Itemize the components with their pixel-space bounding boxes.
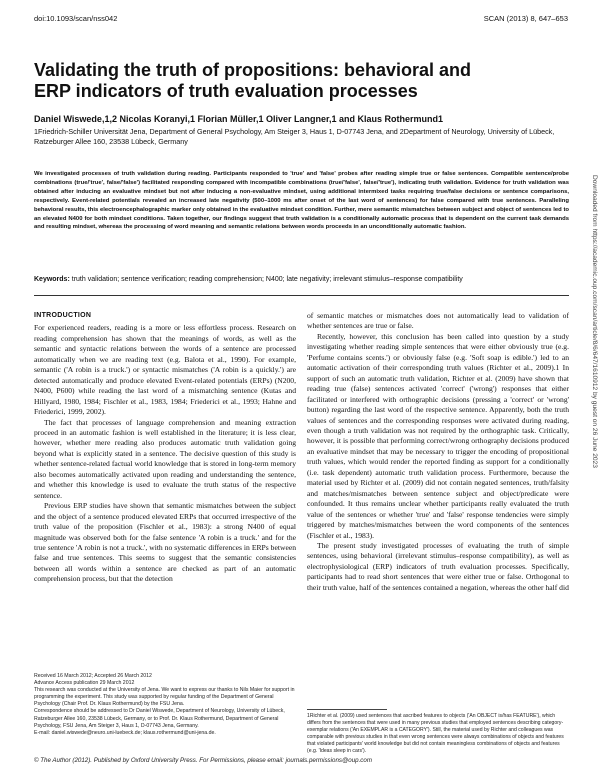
- correspondence: Correspondence should be addressed to Dr Daniel Wiswede, Department of Neurology, University of Lübeck, Ratzeburger Allee 160, 23538 Lübeck, Germany, or to Prof. Dr. Klaus Rothermund, Department of General Psychology, FSU Jena, Am Steiger 3, Haus 1, D-07743 Jena, Germany.: [34, 708, 285, 729]
- keywords-label: Keywords:: [34, 276, 70, 283]
- acknowledgement: This research was conducted at the University of Jena. We want to express our thanks to Nils Maier for support in programming the experiment. This study was supported by regular funding of the Department of General Psychology (Chair Prof. Dr. Klaus Rothermund) by the FSU Jena.: [34, 687, 295, 708]
- section-heading-introduction: INTRODUCTION: [34, 312, 92, 319]
- paragraph: Recently, however, this conclusion has been called into question by a study investigating whether reading simple sentences that were either obviously true (e.g. 'Perfume contains scents.') or obviously false (e.g. 'Soft soap is edible.') led to an automatic activation of their corresponding truth values (Richter et al., 2009).1 In support of such an automatic truth validation, Richter et al. (2009) have shown that reading true (false) sentences activated 'correct' ('wrong') responses that either facilitated or interfered with orthographic decisions (pressing a 'correct' or 'wrong' button) regarding the last word of the respective sentence. Apparently, both the truth values of sentences and the corresponding responses were activated during reading, even though a truth validation was not required by the orthographic task. Critically, however, it is possible that performing correct/wrong orthography decisions produced an evaluative mindset that may be necessary to trigger the encoding of propositional truth values, which would render the reported finding as support for a conditionally (i.e. task dependent) automatic truth validation process. Furthermore, because the material used by Richter et al. (2009) did not contain negated sentences, truth/falsity and matches/mismatches between sentence subject and object/predicate were confounded. It thus remains unclear whether participants really evaluated the truth value of the sentences or whether 'true' and 'false' response tendencies were simply triggered by matches/mismatches between the word components of the sentences (Fischler et al., 1983).: [307, 331, 569, 540]
- download-watermark-text: Downloaded from https://academic.oup.com/scan/article/8/6/647/1610912 by guest on 26 June 2023: [591, 175, 598, 468]
- paragraph: The fact that processes of language comprehension and meaning extraction proceed in an automatic fashion is well established in the literature; it is less clear, however, whether mere reading also produces automatic truth validation going beyond what is explicitly stated in a sentence. The decisive question of this study is whether sentence-related factual world knowledge that is stored in long-term memory also becomes automatically activated upon reading and understanding the sentence, and whether this knowledge is used to evaluate the truth status of the respective sentence.: [34, 417, 296, 500]
- keywords: [34, 276, 574, 283]
- paragraph: For experienced readers, reading is a more or less effortless process. Research on reading comprehension has shown that the meanings of words, as well as the semantic and syntactic relations between the words of a sentence are processed automatically when we are reading text (e.g. Balota et al., 1990). For example, semantic ('A robin is a truck.') or syntactic mismatches ('A robin is a quickly.') are detected automatically and produce elevated Event-related potentials (ERPs) (N200, N400, P600) while reading the last word of a mismatching sentence (Kutas and Hillyard, 1980, 1984; Fischler et al., 1983, 1984; Friederici et al., 1993; Hahne and Friederici, 1999, 2002).: [34, 323, 296, 417]
- author-list: Daniel Wiswede,1,2 Nicolas Koranyi,1 Florian Müller,1 Oliver Langner,1 and Klaus Rothermund1: [34, 114, 444, 124]
- paragraph: Previous ERP studies have shown that semantic mismatches between the subject and the object of a sentence produced elevated ERPs that occurred irrespective of the truth value of the proposition (Fischler et al., 1983): a strong N400 of equal magnitude was observed both for the false sentence 'A robin is a truck.' and for the true sentence 'A robin is not a truck.', with no systematic differences in ERPs between false and true sentences. This seems to suggest that the semantic consistencies between all words within a sentence are checked as part of an automatic comprehension process, but that the detection: [34, 501, 296, 584]
- right-column: [307, 311, 569, 593]
- paper-title: Validating the truth of propositions: behavioral and ERP indicators of truth evaluation processes: [34, 60, 472, 101]
- doi-text: doi:10.1093/scan/nss042: [34, 14, 118, 23]
- footnote-divider: [307, 709, 387, 710]
- paragraph: of semantic matches or mismatches does not automatically lead to validation of whether sentences are true or false.: [307, 311, 569, 331]
- download-watermark: [590, 175, 600, 695]
- copyright-notice: © The Author (2012). Published by Oxford University Press. For Permissions, please email: journals.permissions@oup.com: [34, 757, 372, 764]
- left-column: [34, 311, 296, 585]
- paragraph: The present study investigated processes of evaluating the truth of simple sentences, using behavioral (irrelevant stimulus–response compatibility), as well as electrophysiological (ERP) indicators of truth evaluation processes. Specifically, participants had to read short sentences that were either true or false. Orthogonal to their truth value, half of the sentences contained a negation, whereas the other half did: [307, 540, 569, 592]
- contact-email: E-mail: daniel.wiswede@neuro.uni-luebeck.de; klaus.rothermund@uni-jena.de.: [34, 729, 216, 736]
- section-divider: [34, 295, 569, 296]
- article-notes: [34, 673, 296, 737]
- abstract: We investigated processes of truth validation during reading. Participants responded to 'true' and 'false' probes after reading simple true or false sentences. Compatible sentence/probe combinations (true/'true', false/'false') facilitated responding compared with incompatible combinations (true/'false', false/'true'), indicating truth validation. Evidence for truth validation was obtained after inducing an evaluative mindset but not after inducing a non-evaluative mindset, using additional intermixed tasks requiring true/false decisions or sentence comparisons, respectively. Event-related potentials revealed an increased late negativity (500–1000 ms after onset of the last word of sentences) for false compared with true sentences. Paralleling behavioral results, this electroencephalographic marker only obtained in the evaluative mindset condition. Further, mere semantic mismatches between subject and object of sentences led to an elevated N400 for both mindset conditions. Taken together, our findings suggest that truth validation is a conditionally automatic process that is dependent on the current task demands and resulting mindset, whereas the processing of word meaning and semantic relations between words proceeds in an unconditionally automatic fashion.: [34, 171, 569, 231]
- advance-access-date: Advance Access publication 29 March 2012: [34, 680, 135, 687]
- journal-citation: SCAN (2013) 8, 647–653: [483, 14, 568, 23]
- affiliations: 1Friedrich-Schiller Universität Jena, Department of General Psychology, Am Steiger 3, Haus 1, D-07743 Jena, and 2Department of Neurology, University of Lübeck, Ratzeburger Allee 160, 23538 Lübeck, Germany: [34, 127, 555, 146]
- keywords-text: truth validation; sentence verification; reading comprehension; N400; late negativity; irrelevant stimulus–response compatibility: [71, 276, 463, 283]
- received-date: Received 16 March 2012; Accepted 26 March 2012: [34, 673, 152, 679]
- footnote: 1Richter et al. (2009) used sentences that ascribed features to objects ('An OBJECT is/has FEATURE'), which differs from the sentences that were used in many previous studies that employed sentences describing category-exemplar relations ('An EXEMPLAR is a CATEGORY'). Still, the material used by Richter and colleagues was comparable with previous studies in that even wrong sentences were always combinations of objects and features that violated participants' world knowledge but did not contain meaningless combinations of objects and features (e.g. 'Ideas sleep in cars').: [307, 713, 564, 755]
